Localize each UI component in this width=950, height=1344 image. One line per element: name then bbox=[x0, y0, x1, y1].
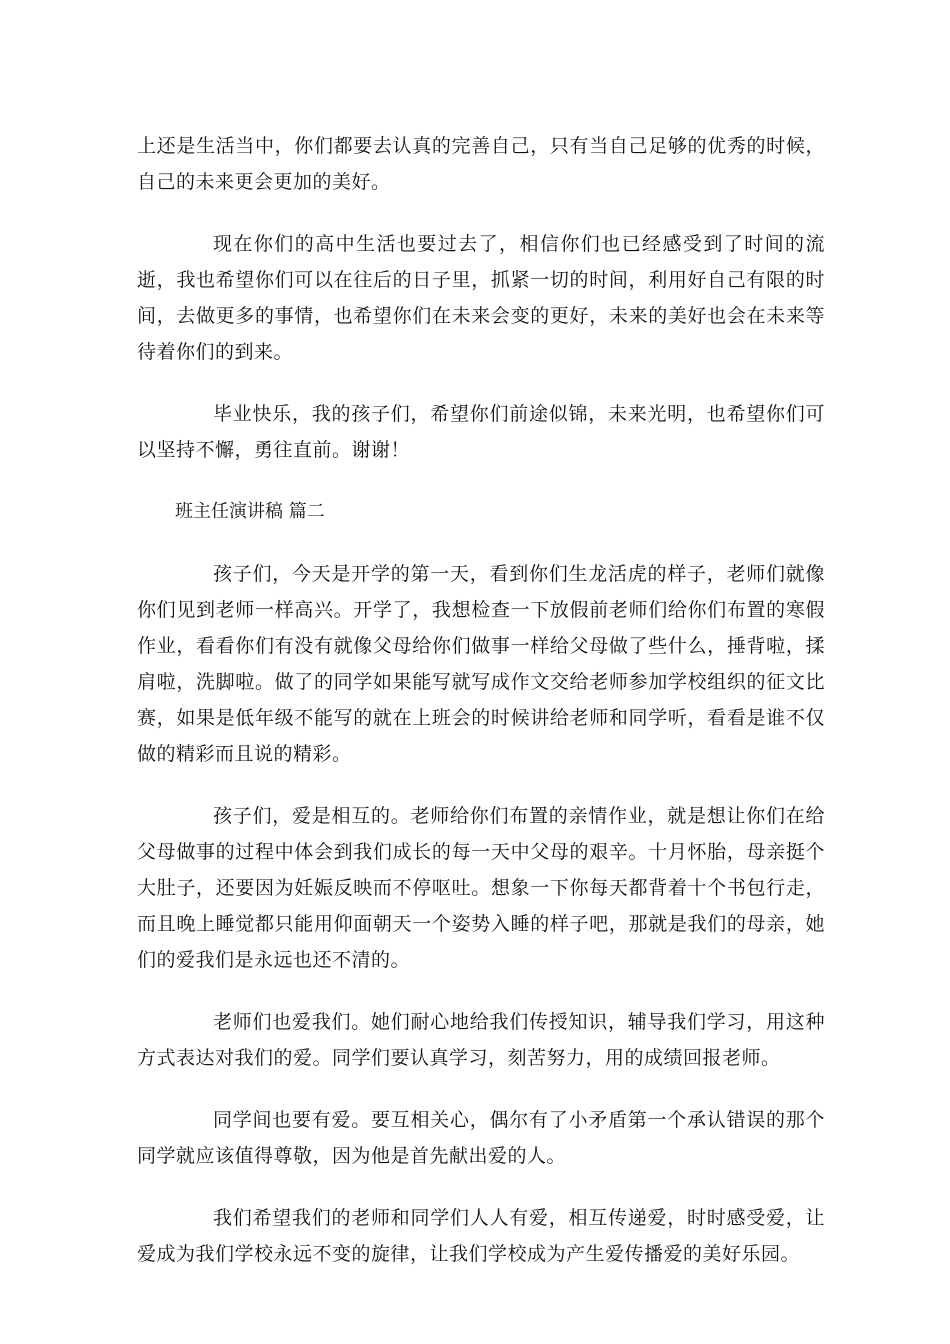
section-heading: 班主任演讲稿 篇二 bbox=[175, 501, 325, 522]
paragraph-school-love: 我们希望我们的老师和同学们人人有爱，相互传递爱，时时感受爱，让爱成为我们学校永远不变的旋律，让我们学校成为产生爱传播爱的美好乐园。 bbox=[137, 1207, 825, 1265]
paragraph-classmates-love: 同学间也要有爱。要互相关心，偶尔有了小矛盾第一个承认错误的那个同学就应该值得尊敬，因为他是首先献出爱的人。 bbox=[137, 1109, 825, 1167]
paragraph-teachers-love: 老师们也爱我们。她们耐心地给我们传授知识，辅导我们学习，用这种方式表达对我们的爱。同学们要认真学习，刻苦努力，用的成绩回报老师。 bbox=[137, 1011, 825, 1069]
paragraph-first-day: 孩子们，今天是开学的第一天，看到你们生龙活虎的样子，老师们就像你们见到老师一样高兴。开学了，我想检查一下放假前老师们给你们布置的寒假作业，看看你们有没有就像父母给你们做事一样给父母做了些什么，捶背啦，揉肩啦，洗脚啦。做了的同学如果能写就写成作文交给老师参加学校组织的征文比赛，如果是低年级不能写的就在上班会的时候讲给老师和同学听，看看是谁不仅做的精彩而且说的精彩。 bbox=[137, 563, 825, 765]
paragraph-continuation: 上还是生活当中，你们都要去认真的完善自己，只有当自己足够的优秀的时候，自己的未来更会更加的美好。 bbox=[137, 135, 825, 193]
paragraph-high-school: 现在你们的高中生活也要过去了，相信你们也已经感受到了时间的流逝，我也希望你们可以在往后的日子里，抓紧一切的时间，利用好自己有限的时间，去做更多的事情，也希望你们在未来会变的更好，未来的美好也会在未来等待着你们的到来。 bbox=[137, 233, 825, 363]
paragraph-love-mutual: 孩子们，爱是相互的。老师给你们布置的亲情作业，就是想让你们在给父母做事的过程中体会到我们成长的每一天中父母的艰辛。十月怀胎，母亲挺个大肚子，还要因为妊娠反映而不停呕吐。想象一下你每天都背着十个书包行走，而且晚上睡觉都只能用仰面朝天一个姿势入睡的样子吧，那就是我们的母亲，她们的爱我们是永远也还不清的。 bbox=[137, 805, 825, 971]
paragraph-graduation: 毕业快乐，我的孩子们，希望你们前途似锦，未来光明，也希望你们可以坚持不懈，勇往直前。谢谢！ bbox=[137, 403, 825, 461]
document-body bbox=[137, 128, 825, 1272]
